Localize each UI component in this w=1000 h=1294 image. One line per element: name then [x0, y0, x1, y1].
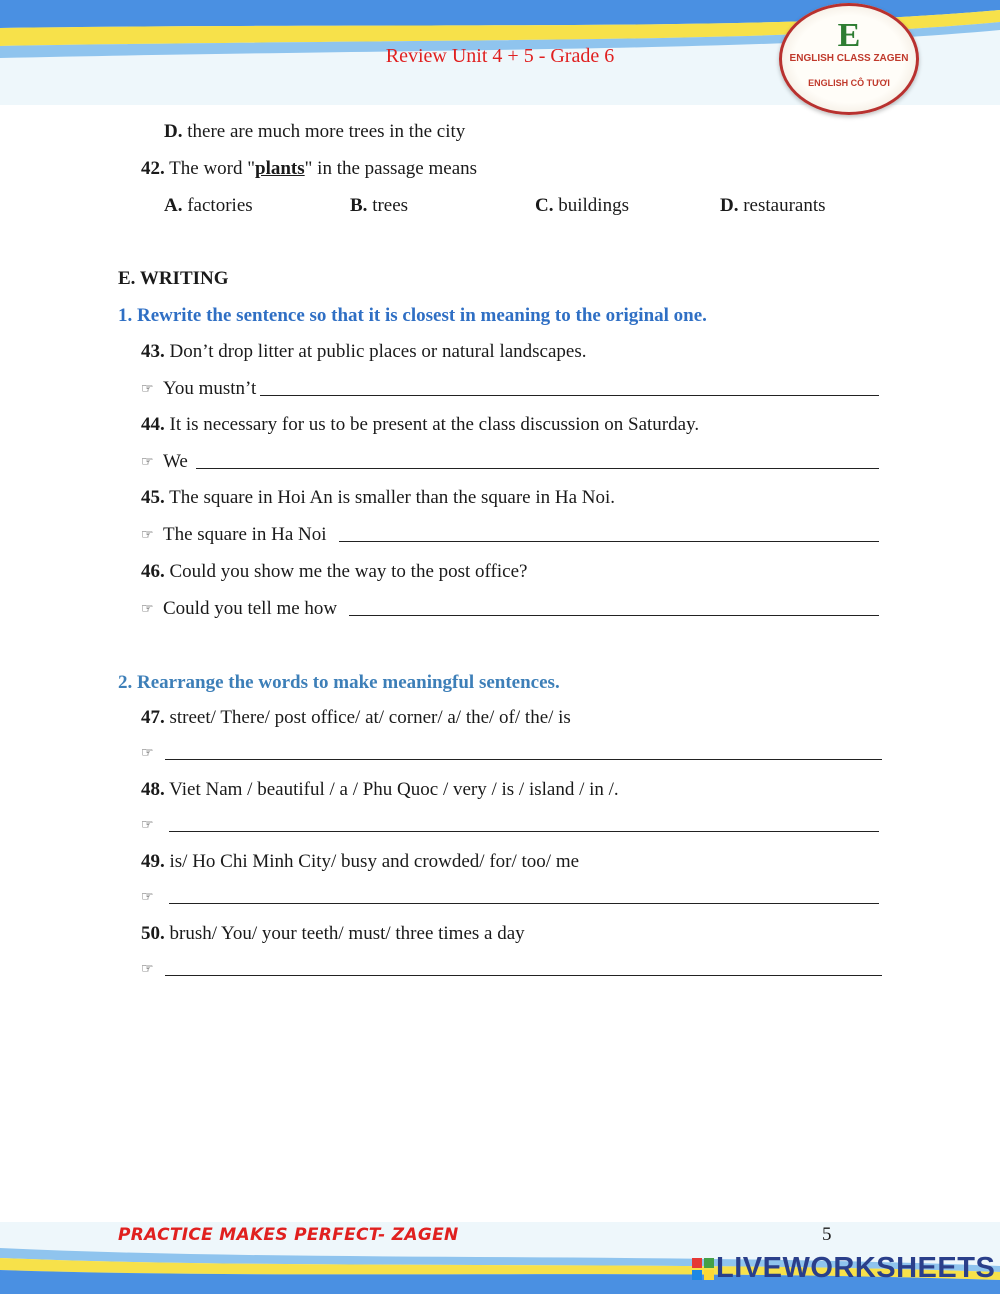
- page-number: 5: [822, 1224, 832, 1245]
- q44-answer-row: [141, 450, 879, 474]
- option-text: trees: [372, 195, 409, 216]
- question-number: 47.: [141, 707, 165, 728]
- q42-question: [141, 157, 477, 181]
- brand-name: LIVEWORKSHEETS: [716, 1252, 996, 1284]
- class-logo: [779, 3, 919, 115]
- question-text: The square in Hoi An is smaller than the square in Ha Noi.: [169, 487, 616, 508]
- pointing-hand-icon: ☞: [141, 601, 154, 617]
- answer-blank[interactable]: [169, 885, 879, 904]
- answer-blank[interactable]: [169, 813, 879, 832]
- pointing-hand-icon: ☞: [141, 527, 154, 543]
- question-text: Could you show me the way to the post office?: [169, 561, 528, 582]
- q46-question: [141, 560, 527, 584]
- q42-option-b[interactable]: [350, 194, 408, 218]
- pointing-hand-icon: ☞: [141, 454, 154, 470]
- q42-option-d[interactable]: [720, 194, 826, 218]
- question-text: brush/ You/ your teeth/ must/ three times a day: [169, 923, 525, 944]
- footer-motto: PRACTICE MAKES PERFECT- ZAGEN: [118, 1225, 459, 1245]
- question-text: Don’t drop litter at public places or natural landscapes.: [169, 341, 587, 362]
- option-label: A.: [164, 195, 183, 216]
- pointing-hand-icon: ☞: [141, 381, 154, 397]
- question-number: 44.: [141, 414, 165, 435]
- q50-question: [141, 922, 525, 946]
- liveworksheets-logo: [692, 1252, 995, 1285]
- question-text: is/ Ho Chi Minh City/ busy and crowded/ for/ too/ me: [169, 851, 580, 872]
- question-text-after: " in the passage means: [304, 158, 478, 179]
- question-text: It is necessary for us to be present at the class discussion on Saturday.: [169, 414, 700, 435]
- question-keyword: plants: [255, 158, 305, 179]
- answer-prompt: You mustn’t: [163, 378, 257, 399]
- q42-option-c[interactable]: [535, 194, 629, 218]
- q46-answer-row: [141, 597, 879, 621]
- answer-prompt: We: [163, 451, 188, 472]
- answer-prompt: The square in Ha Noi: [163, 524, 327, 545]
- q45-question: [141, 486, 615, 510]
- question-number: 48.: [141, 779, 165, 800]
- question-text-before: The word ": [169, 158, 256, 179]
- page-title: Review Unit 4 + 5 - Grade 6: [385, 45, 615, 67]
- option-label: D.: [164, 121, 183, 142]
- option-label: C.: [535, 195, 554, 216]
- question-number: 46.: [141, 561, 165, 582]
- q48-answer-row: [141, 813, 879, 837]
- question-text: street/ There/ post office/ at/ corner/ a/ the/ of/ the/ is: [169, 707, 571, 728]
- question-number: 43.: [141, 341, 165, 362]
- answer-blank[interactable]: [196, 450, 879, 469]
- question-number: 45.: [141, 487, 165, 508]
- pointing-hand-icon: ☞: [141, 961, 154, 977]
- option-text: restaurants: [743, 195, 826, 216]
- option-text: factories: [187, 195, 253, 216]
- answer-blank[interactable]: [165, 741, 882, 760]
- question-number: 50.: [141, 923, 165, 944]
- question-text: Viet Nam / beautiful / a / Phu Quoc / very / is / island / in /.: [169, 779, 619, 800]
- part1-instruction: 1. Rewrite the sentence so that it is closest in meaning to the original one.: [118, 305, 707, 326]
- pointing-hand-icon: ☞: [141, 745, 154, 761]
- q41-option-d: [164, 120, 465, 144]
- question-number: 42.: [141, 158, 165, 179]
- q47-question: [141, 706, 571, 730]
- logo-letter: E: [837, 17, 861, 54]
- part2-instruction: 2. Rearrange the words to make meaningful sentences.: [118, 672, 560, 693]
- question-number: 49.: [141, 851, 165, 872]
- option-text: there are much more trees in the city: [187, 121, 466, 142]
- section-heading: E. WRITING: [118, 268, 229, 289]
- q43-question: [141, 340, 587, 364]
- answer-blank[interactable]: [349, 597, 879, 616]
- pointing-hand-icon: ☞: [141, 817, 154, 833]
- q49-answer-row: [141, 885, 879, 909]
- q42-option-a[interactable]: [164, 194, 253, 218]
- q48-question: [141, 778, 619, 802]
- option-label: B.: [350, 195, 368, 216]
- option-label: D.: [720, 195, 739, 216]
- q47-answer-row: [141, 741, 882, 765]
- answer-blank[interactable]: [339, 523, 879, 542]
- logo-subtitle: ENGLISH CÔ TƯƠI: [808, 78, 890, 88]
- answer-blank[interactable]: [165, 957, 882, 976]
- liveworksheets-icon: [692, 1258, 714, 1280]
- q45-answer-row: [141, 523, 879, 547]
- logo-name: ENGLISH CLASS ZAGEN: [789, 53, 909, 64]
- q50-answer-row: [141, 957, 882, 981]
- q43-answer-row: [141, 377, 879, 401]
- answer-blank[interactable]: [260, 377, 879, 396]
- pointing-hand-icon: ☞: [141, 889, 154, 905]
- answer-prompt: Could you tell me how: [163, 598, 338, 619]
- option-text: buildings: [558, 195, 629, 216]
- q49-question: [141, 850, 579, 874]
- q44-question: [141, 413, 699, 437]
